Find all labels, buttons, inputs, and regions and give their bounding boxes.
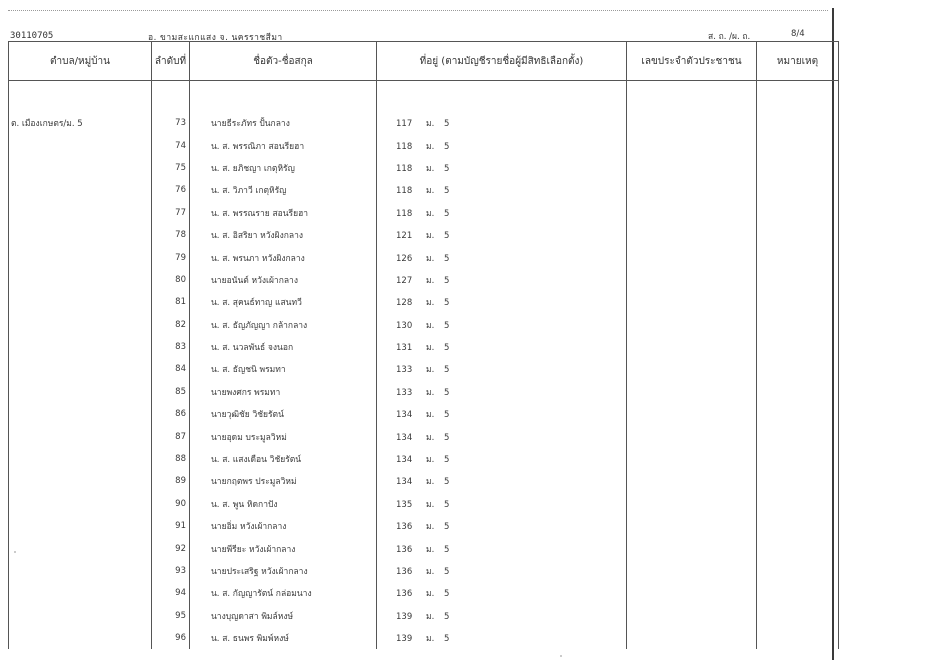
id-number-cell xyxy=(627,291,757,313)
seq-number-cell: 96 xyxy=(152,627,190,649)
village-number: 5 xyxy=(444,477,450,488)
seq-number-cell: 93 xyxy=(152,560,190,582)
house-number: 134 xyxy=(396,455,413,466)
village-number: 5 xyxy=(444,634,450,645)
moo-label: ม. xyxy=(426,119,435,130)
note-cell xyxy=(757,314,839,336)
full-name-cell: นายอนันต์ หวังเผ้ากลาง xyxy=(190,269,377,291)
seq-number-cell: 76 xyxy=(152,179,190,201)
id-number-cell xyxy=(627,537,757,559)
village-number: 5 xyxy=(444,365,450,376)
full-name-cell: น. ส. ธัญชนิ พรมทา xyxy=(190,358,377,380)
house-number: 136 xyxy=(396,544,413,555)
full-name-cell: นายวุฒิชัย วิชัยรัตน์ xyxy=(190,403,377,425)
district-province-label: อ. ขามสะแกแสง จ. นครราชสีมา xyxy=(148,33,283,43)
full-name-cell: น. ส. พูน หิดกาปัง xyxy=(190,493,377,515)
id-number-cell xyxy=(627,336,757,358)
table-row xyxy=(9,470,839,492)
seq-number-cell: 80 xyxy=(152,269,190,291)
full-name-cell: น. ส. ธัญภัญญา กล้ากลาง xyxy=(190,314,377,336)
seq-number-cell: 85 xyxy=(152,381,190,403)
moo-label: ม. xyxy=(426,163,435,174)
id-number-cell xyxy=(627,358,757,380)
address-cell xyxy=(377,179,627,201)
house-number: 134 xyxy=(396,410,413,421)
house-number: 118 xyxy=(396,208,413,219)
subdistrict-cell xyxy=(9,157,152,179)
address-cell xyxy=(377,425,627,447)
subdistrict-cell xyxy=(9,224,152,246)
house-number: 134 xyxy=(396,432,413,443)
table-row xyxy=(9,246,839,268)
moo-label: ม. xyxy=(426,410,435,421)
village-number: 5 xyxy=(444,253,450,264)
id-number-cell xyxy=(627,627,757,649)
seq-number-cell: 86 xyxy=(152,403,190,425)
house-number: 133 xyxy=(396,387,413,398)
table-row xyxy=(9,358,839,380)
address-cell xyxy=(377,493,627,515)
subdistrict-cell xyxy=(9,179,152,201)
address-cell xyxy=(377,291,627,313)
seq-number-cell: 87 xyxy=(152,425,190,447)
seq-number-cell: 95 xyxy=(152,605,190,627)
top-dotted-rule xyxy=(8,10,828,11)
moo-label: ม. xyxy=(426,320,435,331)
address-cell xyxy=(377,627,627,649)
address-cell xyxy=(377,448,627,470)
page-number: 8/4 xyxy=(791,29,805,39)
village-number: 5 xyxy=(444,432,450,443)
address-cell xyxy=(377,537,627,559)
form-reference: ส. ถ. /ผ. ถ. xyxy=(708,32,751,42)
house-number: 130 xyxy=(396,320,413,331)
note-cell xyxy=(757,291,839,313)
table-header-row xyxy=(9,42,839,81)
id-number-cell xyxy=(627,134,757,156)
full-name-cell: น. ส. วิภาวี เกตุหิรัญ xyxy=(190,179,377,201)
moo-label: ม. xyxy=(426,141,435,152)
note-cell xyxy=(757,202,839,224)
id-number-cell xyxy=(627,448,757,470)
note-cell xyxy=(757,470,839,492)
table-row xyxy=(9,202,839,224)
id-number-cell xyxy=(627,157,757,179)
address-cell xyxy=(377,582,627,604)
seq-number-cell: 84 xyxy=(152,358,190,380)
note-cell xyxy=(757,515,839,537)
table-row xyxy=(9,112,839,134)
col-seq-header: ลำดับที่ xyxy=(152,42,190,81)
full-name-cell: น. ส. พรรณราย สอนรียฮา xyxy=(190,202,377,224)
house-number: 133 xyxy=(396,365,413,376)
subdistrict-cell xyxy=(9,314,152,336)
moo-label: ม. xyxy=(426,567,435,577)
id-number-cell xyxy=(627,493,757,515)
seq-number-cell: 92 xyxy=(152,537,190,559)
house-number: 136 xyxy=(396,522,413,533)
id-number-cell xyxy=(627,560,757,582)
seq-number-cell: 73 xyxy=(152,112,190,134)
subdistrict-cell xyxy=(9,291,152,313)
village-number: 5 xyxy=(444,320,450,331)
col-note-header: หมายเหตุ xyxy=(757,42,839,81)
seq-number-cell: 94 xyxy=(152,582,190,604)
table-row xyxy=(9,560,839,582)
village-number: 5 xyxy=(444,275,450,286)
subdistrict-cell xyxy=(9,246,152,268)
id-number-cell xyxy=(627,403,757,425)
table-row xyxy=(9,336,839,358)
note-cell xyxy=(757,605,839,627)
subdistrict-cell xyxy=(9,493,152,515)
table-row xyxy=(9,157,839,179)
seq-number-cell: 77 xyxy=(152,202,190,224)
table-row xyxy=(9,448,839,470)
full-name-cell: น. ส. พรรณิภา สอนรียฮา xyxy=(190,134,377,156)
id-number-cell xyxy=(627,314,757,336)
table-row xyxy=(9,224,839,246)
moo-label: ม. xyxy=(426,499,435,510)
seq-number-cell: 89 xyxy=(152,470,190,492)
moo-label: ม. xyxy=(426,634,435,645)
address-cell xyxy=(377,470,627,492)
note-cell xyxy=(757,134,839,156)
subdistrict-cell xyxy=(9,202,152,224)
address-cell xyxy=(377,112,627,134)
id-number-cell xyxy=(627,381,757,403)
subdistrict-cell: ต. เมืองเกษตร/ม. 5 xyxy=(9,112,152,134)
scan-speck xyxy=(560,655,562,657)
document-code: 30110705 xyxy=(10,31,54,41)
house-number: 136 xyxy=(396,589,413,600)
address-cell xyxy=(377,202,627,224)
address-cell xyxy=(377,358,627,380)
table-row xyxy=(9,605,839,627)
seq-number-cell: 75 xyxy=(152,157,190,179)
village-number: 5 xyxy=(444,567,450,577)
full-name-cell: นายอิ่ม หวังเผ้ากลาง xyxy=(190,515,377,537)
full-name-cell: น. ส. นวลพันธ์ จงนอก xyxy=(190,336,377,358)
subdistrict-cell xyxy=(9,336,152,358)
note-cell xyxy=(757,537,839,559)
id-number-cell xyxy=(627,224,757,246)
subdistrict-cell xyxy=(9,627,152,649)
id-number-cell xyxy=(627,112,757,134)
village-number: 5 xyxy=(444,141,450,152)
id-number-cell xyxy=(627,202,757,224)
village-number: 5 xyxy=(444,186,450,197)
address-cell xyxy=(377,224,627,246)
village-number: 5 xyxy=(444,119,450,130)
address-cell xyxy=(377,269,627,291)
moo-label: ม. xyxy=(426,589,435,600)
subdistrict-cell xyxy=(9,134,152,156)
house-number: 117 xyxy=(396,119,413,130)
subdistrict-cell xyxy=(9,470,152,492)
house-number: 139 xyxy=(396,634,413,645)
address-cell xyxy=(377,314,627,336)
subdistrict-cell xyxy=(9,582,152,604)
full-name-cell: นายธีระภัทร ปั้นกลาง xyxy=(190,112,377,134)
seq-number-cell: 74 xyxy=(152,134,190,156)
moo-label: ม. xyxy=(426,387,435,398)
note-cell xyxy=(757,493,839,515)
note-cell xyxy=(757,403,839,425)
note-cell xyxy=(757,582,839,604)
moo-label: ม. xyxy=(426,253,435,264)
house-number: 126 xyxy=(396,253,413,264)
seq-number-cell: 88 xyxy=(152,448,190,470)
address-cell xyxy=(377,515,627,537)
moo-label: ม. xyxy=(426,477,435,488)
id-number-cell xyxy=(627,515,757,537)
col-address-header: ที่อยู่ (ตามบัญชีรายชื่อผู้มีสิทธิเลือกตั้ง) xyxy=(377,42,627,81)
moo-label: ม. xyxy=(426,298,435,309)
house-number: 121 xyxy=(396,231,413,242)
village-number: 5 xyxy=(444,231,450,242)
moo-label: ม. xyxy=(426,343,435,354)
village-number: 5 xyxy=(444,298,450,309)
subdistrict-cell xyxy=(9,269,152,291)
table-row xyxy=(9,134,839,156)
moo-label: ม. xyxy=(426,432,435,443)
village-number: 5 xyxy=(444,387,450,398)
subdistrict-cell xyxy=(9,381,152,403)
village-number: 5 xyxy=(444,611,450,622)
house-number: 128 xyxy=(396,298,413,309)
note-cell xyxy=(757,112,839,134)
table-row xyxy=(9,269,839,291)
seq-number-cell: 91 xyxy=(152,515,190,537)
note-cell xyxy=(757,246,839,268)
table-row xyxy=(9,515,839,537)
id-number-cell xyxy=(627,246,757,268)
col-id-number-header: เลขประจำตัวประชาชน xyxy=(627,42,757,81)
address-cell xyxy=(377,381,627,403)
id-number-cell xyxy=(627,605,757,627)
full-name-cell: นายพีรียะ หวังเผ้ากลาง xyxy=(190,537,377,559)
subdistrict-cell xyxy=(9,425,152,447)
full-name-cell: น. ส. แสงเดือน วิชัยรัตน์ xyxy=(190,448,377,470)
note-cell xyxy=(757,448,839,470)
house-number: 118 xyxy=(396,141,413,152)
address-cell xyxy=(377,246,627,268)
voter-roster-table xyxy=(8,41,839,649)
note-cell xyxy=(757,336,839,358)
moo-label: ม. xyxy=(426,186,435,197)
full-name-cell: น. ส. อิสริยา หวังผิงกลาง xyxy=(190,224,377,246)
house-number: 118 xyxy=(396,163,413,174)
note-cell xyxy=(757,425,839,447)
house-number: 118 xyxy=(396,186,413,197)
id-number-cell xyxy=(627,582,757,604)
address-cell xyxy=(377,336,627,358)
note-cell xyxy=(757,358,839,380)
moo-label: ม. xyxy=(426,208,435,219)
village-number: 5 xyxy=(444,163,450,174)
moo-label: ม. xyxy=(426,544,435,555)
moo-label: ม. xyxy=(426,231,435,242)
table-row xyxy=(9,582,839,604)
house-number: 131 xyxy=(396,343,413,354)
village-number: 5 xyxy=(444,343,450,354)
address-cell xyxy=(377,403,627,425)
full-name-cell: นายกฤตพร ประมูลวิหม่ xyxy=(190,470,377,492)
full-name-cell: น. ส. ธนพร พิมพ์หงษ์ xyxy=(190,627,377,649)
address-cell xyxy=(377,560,627,582)
house-number: 135 xyxy=(396,499,413,510)
spacer-row xyxy=(9,81,839,113)
table-row xyxy=(9,425,839,447)
scan-speck xyxy=(14,551,16,553)
moo-label: ม. xyxy=(426,611,435,622)
subdistrict-cell xyxy=(9,605,152,627)
table-row xyxy=(9,179,839,201)
id-number-cell xyxy=(627,425,757,447)
village-number: 5 xyxy=(444,544,450,555)
seq-number-cell: 83 xyxy=(152,336,190,358)
col-subdistrict-header: ตำบล/หมู่บ้าน xyxy=(9,42,152,81)
id-number-cell xyxy=(627,269,757,291)
note-cell xyxy=(757,224,839,246)
table-row xyxy=(9,403,839,425)
full-name-cell: นายพงศกร พรมทา xyxy=(190,381,377,403)
note-cell xyxy=(757,157,839,179)
address-cell xyxy=(377,134,627,156)
house-number: 136 xyxy=(396,567,413,577)
full-name-cell: นายอุดม บระมูลวิหม่ xyxy=(190,425,377,447)
full-name-cell: น. ส. ยภิชญา เกตุหิรัญ xyxy=(190,157,377,179)
village-number: 5 xyxy=(444,589,450,600)
house-number: 139 xyxy=(396,611,413,622)
table-row xyxy=(9,627,839,649)
moo-label: ม. xyxy=(426,275,435,286)
moo-label: ม. xyxy=(426,365,435,376)
seq-number-cell: 82 xyxy=(152,314,190,336)
address-cell xyxy=(377,605,627,627)
village-number: 5 xyxy=(444,410,450,421)
full-name-cell: น. ส. สุคนธ์ทาญ แสนทวี xyxy=(190,291,377,313)
full-name-cell: นายประเสริฐ หวังเผ้ากลาง xyxy=(190,560,377,582)
village-number: 5 xyxy=(444,208,450,219)
village-number: 5 xyxy=(444,522,450,533)
moo-label: ม. xyxy=(426,455,435,466)
note-cell xyxy=(757,269,839,291)
subdistrict-cell xyxy=(9,560,152,582)
address-cell xyxy=(377,157,627,179)
subdistrict-cell xyxy=(9,537,152,559)
full-name-cell: น. ส. กัญญารัตน์ กล่อมนาง xyxy=(190,582,377,604)
village-number: 5 xyxy=(444,455,450,466)
table-row xyxy=(9,381,839,403)
seq-number-cell: 78 xyxy=(152,224,190,246)
house-number: 134 xyxy=(396,477,413,488)
id-number-cell xyxy=(627,179,757,201)
note-cell xyxy=(757,627,839,649)
village-number: 5 xyxy=(444,499,450,510)
table-row xyxy=(9,493,839,515)
id-number-cell xyxy=(627,470,757,492)
subdistrict-cell xyxy=(9,358,152,380)
table-row xyxy=(9,291,839,313)
full-name-cell: นางบุญดาสา พิมล์หงษ์ xyxy=(190,605,377,627)
note-cell xyxy=(757,381,839,403)
note-cell xyxy=(757,179,839,201)
full-name-cell: น. ส. พรนภา หวังผิงกลาง xyxy=(190,246,377,268)
moo-label: ม. xyxy=(426,522,435,533)
seq-number-cell: 90 xyxy=(152,493,190,515)
seq-number-cell: 81 xyxy=(152,291,190,313)
note-cell xyxy=(757,560,839,582)
subdistrict-cell xyxy=(9,448,152,470)
subdistrict-cell xyxy=(9,403,152,425)
col-name-header: ชื่อตัว-ชื่อสกุล xyxy=(190,42,377,81)
seq-number-cell: 79 xyxy=(152,246,190,268)
house-number: 127 xyxy=(396,275,413,286)
subdistrict-cell xyxy=(9,515,152,537)
table-row xyxy=(9,314,839,336)
table-row xyxy=(9,537,839,559)
